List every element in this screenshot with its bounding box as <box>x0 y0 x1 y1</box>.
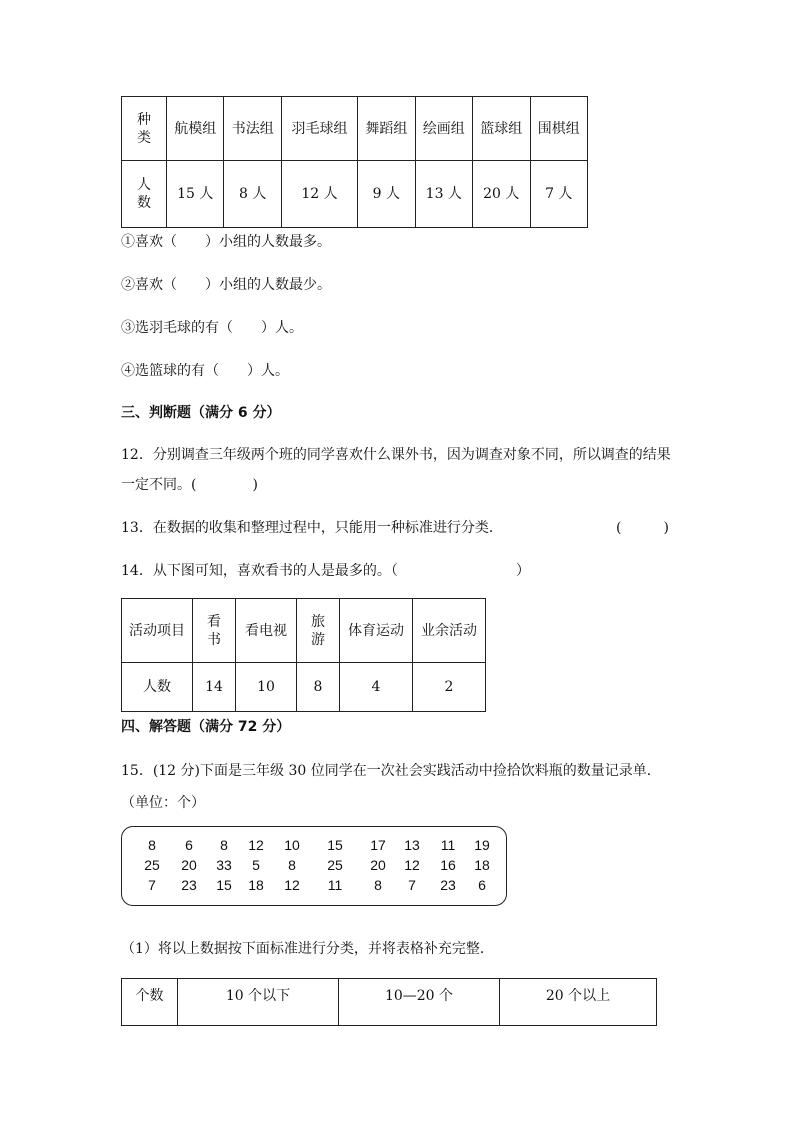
table2-value: 8 <box>297 663 340 712</box>
record-value: 17 <box>370 837 386 853</box>
record-value: 20 <box>370 857 386 873</box>
q15-unit: （单位：个） <box>121 795 205 811</box>
table2-header: 看书 <box>193 599 236 663</box>
q13-text: 13．在数据的收集和整理过程中，只能用一种标准进行分类． <box>121 520 503 536</box>
table1-count: 9 人 <box>358 161 415 228</box>
record-value: 18 <box>248 877 264 893</box>
table2-header: 看电视 <box>236 599 297 663</box>
record-value: 23 <box>181 877 197 893</box>
record-value: 6 <box>478 877 486 893</box>
table2-value: 14 <box>193 663 236 712</box>
record-value: 11 <box>440 837 456 853</box>
classification-table <box>121 978 657 1026</box>
table3-header: 20 个以上 <box>500 979 657 1026</box>
record-value: 7 <box>148 877 156 893</box>
section-4-title: 四、解答题（满分 72 分） <box>121 719 291 735</box>
record-value: 33 <box>216 857 232 873</box>
record-value: 8 <box>374 877 382 893</box>
sub-question-2: ②喜欢（ ）小组的人数最少。 <box>121 277 331 293</box>
table2-header: 活动项目 <box>122 599 193 663</box>
table1-count: 13 人 <box>415 161 472 228</box>
record-value: 7 <box>408 877 416 893</box>
record-value: 11 <box>327 877 343 893</box>
table1-category: 篮球组 <box>473 97 530 161</box>
q14-bracket-close: ） <box>516 563 530 579</box>
table2-value: 4 <box>340 663 413 712</box>
sub-question-1: ①喜欢（ ）小组的人数最多。 <box>121 234 331 250</box>
section-3-title: 三、判断题（满分 6 分） <box>121 405 281 421</box>
record-value: 15 <box>327 837 343 853</box>
record-value: 6 <box>185 837 193 853</box>
record-value: 12 <box>248 837 264 853</box>
record-value: 8 <box>148 837 156 853</box>
table1-category: 羽毛球组 <box>281 97 357 161</box>
q15-sub-1: （1）将以上数据按下面标准进行分类，并将表格补充完整． <box>121 941 494 957</box>
table1-category: 围棋组 <box>530 97 587 161</box>
interest-group-table <box>121 96 588 228</box>
q13-answer-bracket: ( ) <box>616 520 669 536</box>
table1-header-label: 种类 <box>122 97 167 161</box>
table1-count: 8 人 <box>224 161 281 228</box>
table1-count: 15 人 <box>167 161 224 228</box>
record-value: 8 <box>220 837 228 853</box>
table2-value: 10 <box>236 663 297 712</box>
sub-question-3: ③选羽毛球的有（ ）人。 <box>121 320 303 336</box>
q12-line-2: 一定不同。( ) <box>121 477 258 493</box>
record-value: 16 <box>440 857 456 873</box>
record-value: 25 <box>327 857 343 873</box>
record-value: 5 <box>252 857 260 873</box>
table2-header: 旅游 <box>297 599 340 663</box>
record-value: 13 <box>404 837 420 853</box>
table1-category: 航模组 <box>167 97 224 161</box>
record-value: 20 <box>181 857 197 873</box>
record-value: 25 <box>144 857 160 873</box>
q12-line-1: 12．分别调查三年级两个班的同学喜欢什么课外书，因为调查对象不同，所以调查的结果 <box>121 447 671 463</box>
table3-header: 10 个以下 <box>178 979 339 1026</box>
table1-category: 书法组 <box>224 97 281 161</box>
record-value: 15 <box>216 877 232 893</box>
table3-row-label: 个数 <box>122 979 178 1026</box>
table3-header: 10—20 个 <box>339 979 500 1026</box>
table2-header: 体育运动 <box>340 599 413 663</box>
sub-question-4: ④选篮球的有（ ）人。 <box>121 363 289 379</box>
table1-count: 20 人 <box>473 161 530 228</box>
bottle-count-record <box>121 826 507 906</box>
record-value: 18 <box>474 857 490 873</box>
table1-count: 12 人 <box>281 161 357 228</box>
q15-text: 15．(12 分)下面是三年级 30 位同学在一次社会实践活动中捡拾饮料瓶的数量记录单． <box>121 763 661 779</box>
record-value: 10 <box>284 837 300 853</box>
table1-category: 绘画组 <box>415 97 472 161</box>
table2-row-label: 人数 <box>122 663 193 712</box>
record-value: 8 <box>288 857 296 873</box>
table2-value: 2 <box>413 663 486 712</box>
table2-header: 业余活动 <box>413 599 486 663</box>
record-value: 12 <box>284 877 300 893</box>
record-value: 19 <box>474 837 490 853</box>
table1-count: 7 人 <box>530 161 587 228</box>
record-value: 23 <box>440 877 456 893</box>
table1-row-label: 人数 <box>122 161 167 228</box>
record-value: 12 <box>404 857 420 873</box>
activity-table <box>121 598 486 712</box>
q14-text: 14．从下图可知，喜欢看书的人是最多的。（ <box>121 563 398 579</box>
table1-category: 舞蹈组 <box>358 97 415 161</box>
